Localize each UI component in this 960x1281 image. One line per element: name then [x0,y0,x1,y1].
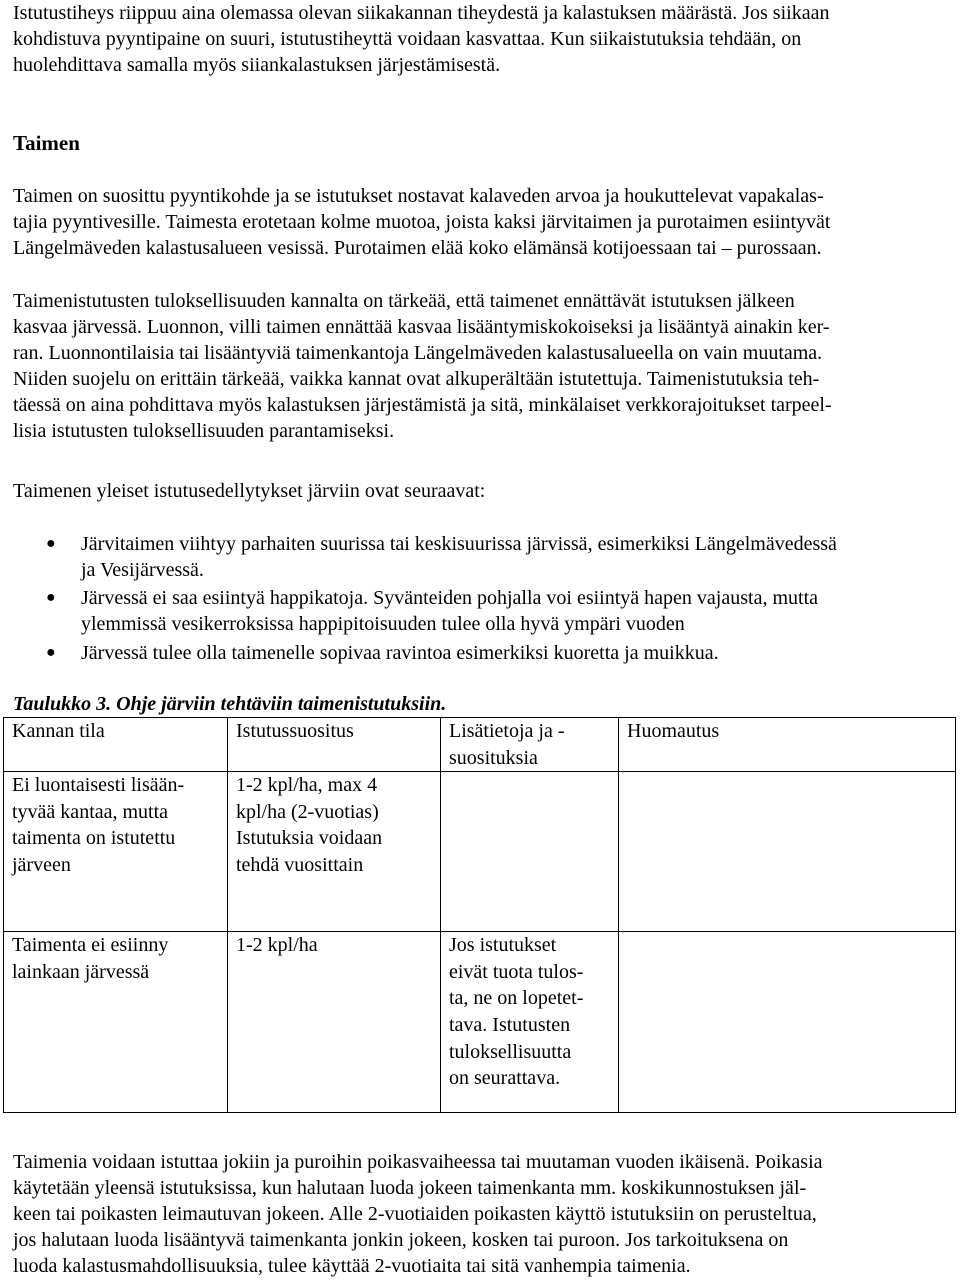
cell-text: tyvää kantaa, mutta [12,800,169,823]
cell-text: Kannan tila [12,720,105,742]
intro-line: kohdistuva pyyntipaine on suuri, istutustiheyttä voidaan kasvattaa. Kun siikaistutuksia tehdään, on [13,28,802,50]
cell-text: Jos istutukset [449,934,557,957]
cell-text: eivät tuota tulos- [449,960,584,983]
table-cell [4,772,228,932]
intro-line: huolehdittava samalla myös siiankalastuksen järjestämisestä. [13,54,501,76]
bullet-icon: ● [46,589,56,606]
paragraph-line: lisia istutusten tuloksellisuuden parantamiseksi. [13,420,395,442]
cell-text: ta, ne on lopetet- [449,987,584,1010]
paragraph-line: Taimenistutusten tuloksellisuuden kannalta on tärkeää, että taimenet ennättävät istutuksen jälkeen [13,290,795,312]
table-header-row [4,718,956,772]
table-cell [619,932,956,1113]
paragraph-line: täessä on aina pohdittava myös kalastuksen järjestämistä ja sitä, minkälaiset verkkorajoitukset tarpeel- [13,394,832,416]
paragraph-line: kasvaa järvessä. Luonnon, villi taimen ennättää kasvaa lisääntymiskokoiseksi ja lisääntyä ainakin ker- [13,316,830,338]
cell-text: tehdä vuosittain [236,853,364,876]
cell-text: Taimenta ei esiinny [12,934,169,957]
cell-text: on seurattava. [449,1067,561,1090]
paragraph-line: jos halutaan luoda lisääntyvä taimenkanta jonkin jokeen, kosken tai puroon. Jos tarkoituksena on [13,1229,789,1251]
cell-text: Huomautus [627,720,720,742]
intro-line: Istutustiheys riippuu aina olemassa olevan siikakannan tiheydestä ja kalastuksen määrästä. Jos siikaan [13,2,830,24]
paragraph-line: tajia pyyntivesille. Taimesta erotetaan kolme muotoa, joista kaksi järvitaimen ja purotaimen esiintyvät [13,211,831,233]
list-item-line: ja Vesijärvessä. [81,559,204,581]
table-row [4,932,956,1113]
table-cell [441,772,619,932]
cell-text: Istutussuositus [236,720,354,742]
table-cell [4,932,228,1113]
table-cell [619,772,956,932]
table-cell [228,932,441,1113]
paragraph-line: Taimenia voidaan istuttaa jokiin ja puroihin poikasvaiheessa tai muutaman vuoden ikäisenä. Poikasia [13,1151,823,1173]
header-cell [619,718,956,772]
cell-text: järveen [12,853,71,876]
cell-text: Istutuksia voidaan [236,827,383,850]
section-heading: Taimen [13,131,80,155]
paragraph-line: Längelmäveden kalastusalueen vesissä. Purotaimen elää koko elämänsä kotijoessaan tai – purossaan. [13,237,822,259]
cell-text: Lisätietoja ja - [449,720,565,742]
cell-text: 1-2 kpl/ha [236,934,318,957]
paragraph-line: keen tai poikasten leimautuvan jokeen. Alle 2-vuotiaiden poikasten käyttö istutuksiin on perusteltua, [13,1203,817,1225]
cell-text: lainkaan järvessä [12,960,150,983]
cell-text: tava. Istutusten [449,1013,571,1036]
paragraph-line: ran. Luonnontilaisia tai lisääntyviä taimenkantoja Längelmäveden kalastusalueella on vain muutama. [13,342,823,364]
cell-text: 1-2 kpl/ha, max 4 [236,774,378,797]
list-item-line: Järvessä tulee olla taimenelle sopivaa ravintoa esimerkiksi kuoretta ja muikkua. [81,642,719,664]
list-item-line: Järvessä ei saa esiintyä happikatoja. Syvänteiden pohjalla voi esiintyä hapen vajausta, mutta [81,587,819,609]
paragraph-line: käytetään yleensä istutuksissa, kun halutaan luoda jokeen taimenkanta mm. koskikunnostuksen jäl- [13,1177,807,1199]
cell-text: kpl/ha (2-vuotias) [236,800,379,823]
paragraph-line: luoda kalastusmahdollisuuksia, tulee käyttää 2-vuotiaita tai sitä vanhempia taimenia. [13,1255,691,1277]
header-cell [441,718,619,772]
table-caption: Taulukko 3. Ohje järviin tehtäviin taimenistutuksiin. [13,693,447,715]
bullet-icon: ● [46,644,56,661]
stocking-table [3,717,956,1113]
cell-text: taimenta on istutettu [12,827,176,850]
cell-text: tuloksellisuutta [449,1040,572,1063]
header-cell [4,718,228,772]
paragraph-line: Taimen on suosittu pyyntikohde ja se istutukset nostavat kalaveden arvoa ja houkuttelevat vapakalas- [13,185,824,207]
header-cell [228,718,441,772]
bullet-icon: ● [46,535,56,552]
paragraph-line: Niiden suojelu on erittäin tärkeää, vaikka kannat ovat alkuperältään istutettuja. Taimenistutuksia teh- [13,368,820,390]
table-row [4,772,956,932]
table-cell [228,772,441,932]
table-cell [441,932,619,1113]
list-item-line: ylemmissä vesikerroksissa happipitoisuuden tulee olla hyvä ympäri vuoden [81,613,685,635]
cell-text: Ei luontaisesti lisään- [12,774,185,797]
cell-text: suosituksia [449,746,538,769]
conditions-intro: Taimenen yleiset istutusedellytykset järviin ovat seuraavat: [13,480,486,502]
list-item-line: Järvitaimen viihtyy parhaiten suurissa tai keskisuurissa järvissä, esimerkiksi Längelmävedessä [81,533,837,555]
